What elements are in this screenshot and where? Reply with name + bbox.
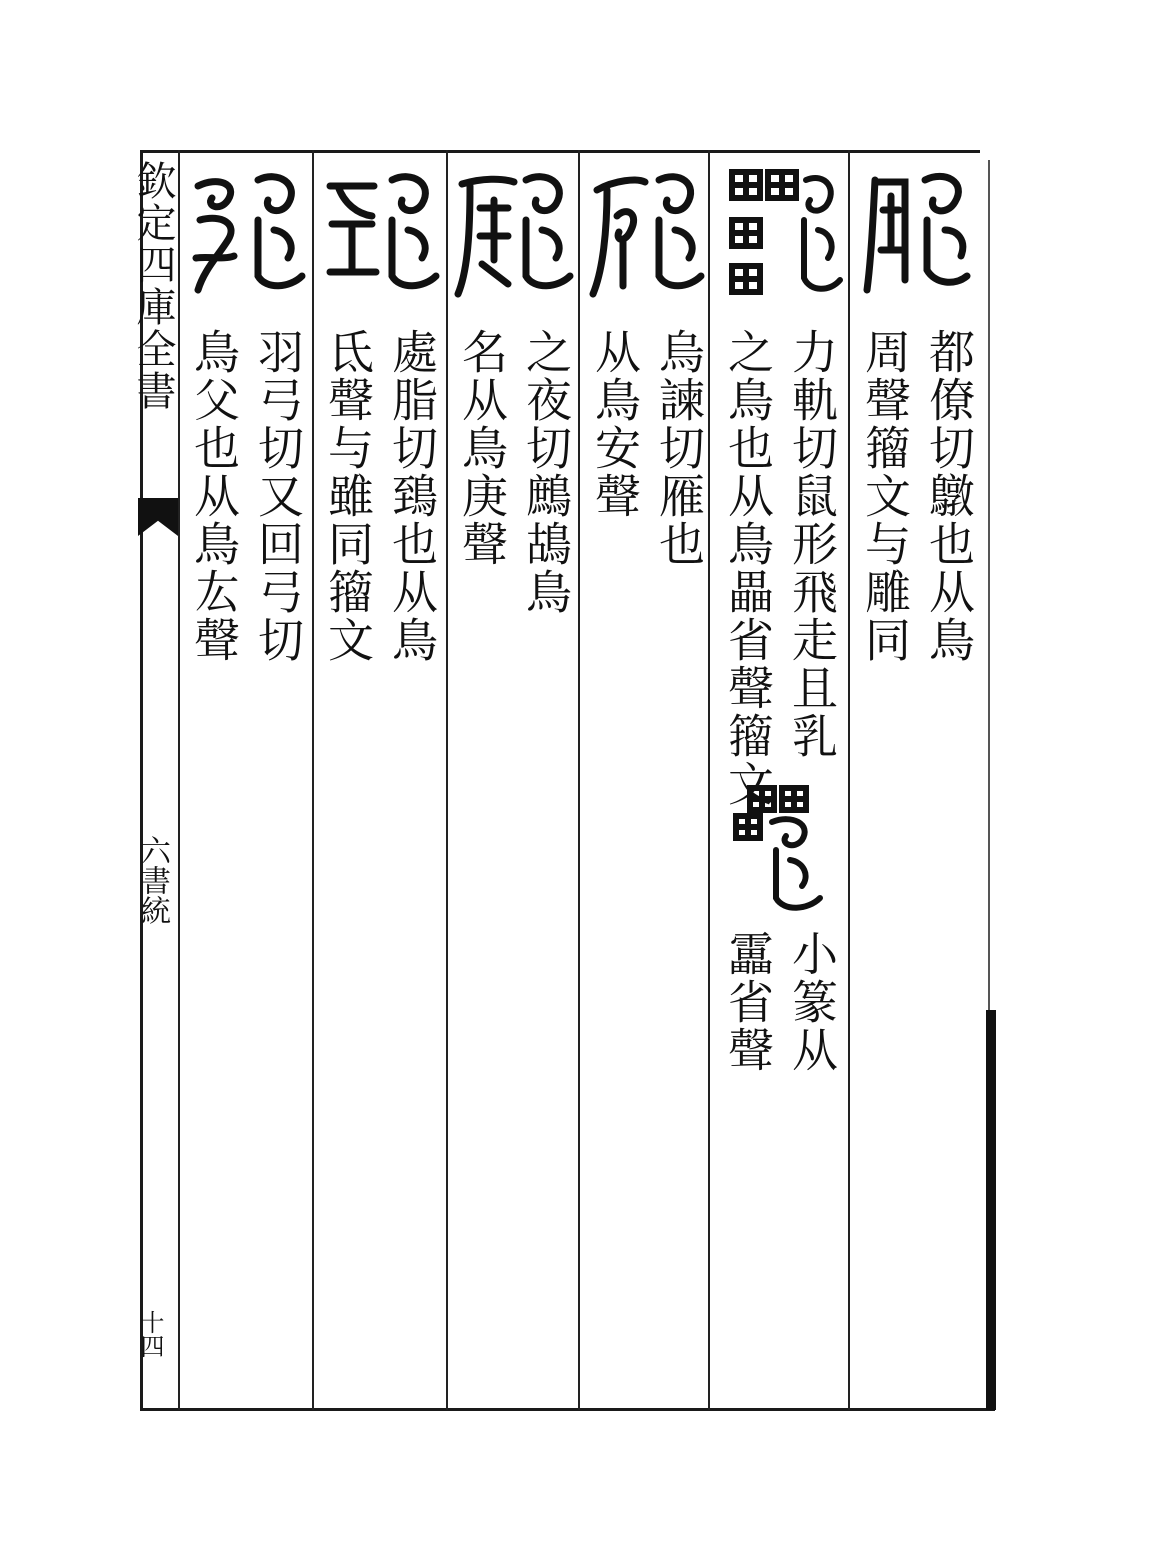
annotation-right: 之夜切鷓鴣鳥 <box>519 328 573 616</box>
annotation-left: 周聲籀文与雕同 <box>858 328 912 664</box>
column-separator <box>446 150 448 1410</box>
annotation-right: 處脂切鵄也从鳥 <box>385 328 439 664</box>
seal-script-glyph <box>855 160 983 310</box>
column-separator <box>178 150 180 1410</box>
annotation-left: 鳥父也从鳥厷聲 <box>187 328 241 664</box>
entry-column <box>184 160 312 1400</box>
frame-top-rule <box>140 150 980 153</box>
annotation-left: 氐聲与雖同籀文 <box>321 328 375 664</box>
annotation-right: 都僚切鷻也从鳥 <box>922 328 976 664</box>
margin-title: 欽定四庫全書 <box>130 160 176 412</box>
seal-script-glyph <box>452 160 580 310</box>
annotation-left-variant: 靁省聲 <box>721 930 775 1074</box>
page-margin <box>130 160 176 1400</box>
annotation-left: 名从鳥庚聲 <box>455 328 509 568</box>
annotation-left: 之鳥也从鳥畾省聲籀文 <box>721 328 775 808</box>
seal-script-glyph <box>585 160 713 310</box>
frame-bottom-rule <box>140 1408 995 1411</box>
annotation-right-variant: 小篆从 <box>785 930 839 1074</box>
fish-tail-mark <box>138 498 178 536</box>
entry-column <box>718 160 846 1400</box>
seal-script-variant-glyph <box>732 780 832 920</box>
seal-script-glyph <box>718 160 846 310</box>
annotation-right: 力軌切鼠形飛走且乳 <box>785 328 839 760</box>
entry-column <box>452 160 580 1400</box>
column-separator <box>312 150 314 1410</box>
annotation-right: 烏諫切雁也 <box>652 328 706 568</box>
annotation-right: 羽弓切又回弓切 <box>251 328 305 664</box>
margin-book-name: 六書統 <box>135 835 170 925</box>
entry-column <box>318 160 446 1400</box>
seal-script-glyph <box>318 160 446 310</box>
margin-page-number: 十四 <box>136 1310 164 1358</box>
entry-column <box>855 160 983 1400</box>
entry-column <box>585 160 713 1400</box>
frame-right-thick-edge <box>986 1010 996 1410</box>
annotation-left: 从鳥安聲 <box>588 328 642 520</box>
seal-script-glyph <box>184 160 312 310</box>
